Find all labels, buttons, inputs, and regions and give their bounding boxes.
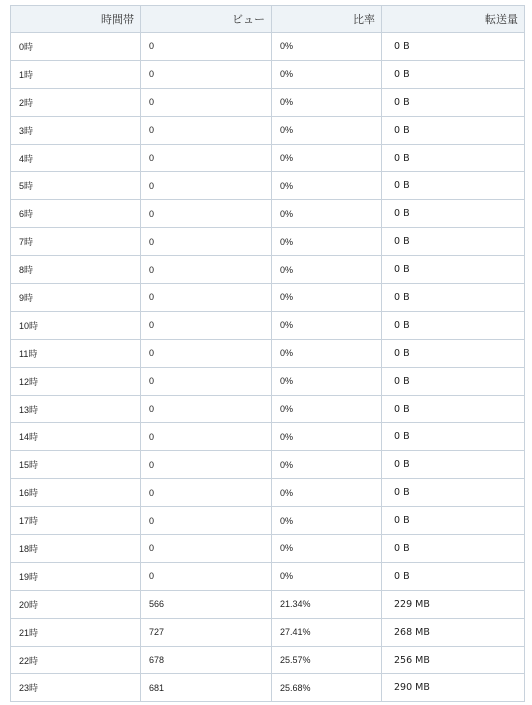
cell-views: 0 bbox=[141, 88, 272, 116]
table-row bbox=[11, 674, 525, 702]
cell-views: 727 bbox=[141, 618, 272, 646]
cell-hour: 5時 bbox=[11, 172, 141, 200]
cell-views: 0 bbox=[141, 116, 272, 144]
table-row bbox=[11, 507, 525, 535]
cell-transfer: 0 B bbox=[382, 423, 525, 451]
cell-transfer: 0 B bbox=[382, 284, 525, 312]
cell-transfer: 0 B bbox=[382, 88, 525, 116]
cell-views: 0 bbox=[141, 507, 272, 535]
cell-ratio: 0% bbox=[272, 507, 382, 535]
cell-ratio: 27.41% bbox=[272, 618, 382, 646]
cell-transfer: 0 B bbox=[382, 339, 525, 367]
header-row bbox=[11, 6, 525, 33]
cell-transfer: 0 B bbox=[382, 228, 525, 256]
cell-views: 0 bbox=[141, 60, 272, 88]
cell-transfer: 0 B bbox=[382, 60, 525, 88]
cell-transfer: 0 B bbox=[382, 311, 525, 339]
table-row bbox=[11, 228, 525, 256]
table-row bbox=[11, 590, 525, 618]
cell-ratio: 0% bbox=[272, 88, 382, 116]
cell-transfer: 0 B bbox=[382, 116, 525, 144]
table-row bbox=[11, 311, 525, 339]
cell-transfer: 0 B bbox=[382, 367, 525, 395]
cell-ratio: 0% bbox=[272, 116, 382, 144]
cell-views: 0 bbox=[141, 284, 272, 312]
cell-views: 0 bbox=[141, 311, 272, 339]
table-row bbox=[11, 395, 525, 423]
cell-ratio: 0% bbox=[272, 339, 382, 367]
cell-views: 566 bbox=[141, 590, 272, 618]
cell-hour: 7時 bbox=[11, 228, 141, 256]
header-transfer: 転送量 bbox=[382, 6, 525, 33]
cell-hour: 13時 bbox=[11, 395, 141, 423]
table-row bbox=[11, 423, 525, 451]
cell-transfer: 0 B bbox=[382, 144, 525, 172]
cell-ratio: 0% bbox=[272, 200, 382, 228]
cell-hour: 6時 bbox=[11, 200, 141, 228]
cell-ratio: 0% bbox=[272, 479, 382, 507]
cell-hour: 21時 bbox=[11, 618, 141, 646]
cell-transfer: 0 B bbox=[382, 256, 525, 284]
cell-hour: 12時 bbox=[11, 367, 141, 395]
table-row bbox=[11, 535, 525, 563]
cell-transfer: 0 B bbox=[382, 479, 525, 507]
table-row bbox=[11, 646, 525, 674]
table-row bbox=[11, 256, 525, 284]
cell-views: 0 bbox=[141, 535, 272, 563]
hourly-stats-table bbox=[10, 5, 525, 702]
cell-ratio: 0% bbox=[272, 451, 382, 479]
table-row bbox=[11, 562, 525, 590]
table-row bbox=[11, 116, 525, 144]
cell-hour: 20時 bbox=[11, 590, 141, 618]
cell-transfer: 290 MB bbox=[382, 674, 525, 702]
table-row bbox=[11, 339, 525, 367]
cell-ratio: 0% bbox=[272, 33, 382, 61]
cell-hour: 16時 bbox=[11, 479, 141, 507]
cell-ratio: 0% bbox=[272, 228, 382, 256]
table-row bbox=[11, 367, 525, 395]
cell-hour: 15時 bbox=[11, 451, 141, 479]
table-row bbox=[11, 144, 525, 172]
cell-transfer: 0 B bbox=[382, 562, 525, 590]
cell-views: 0 bbox=[141, 172, 272, 200]
cell-hour: 17時 bbox=[11, 507, 141, 535]
cell-hour: 10時 bbox=[11, 311, 141, 339]
cell-transfer: 0 B bbox=[382, 451, 525, 479]
table-row bbox=[11, 200, 525, 228]
cell-views: 681 bbox=[141, 674, 272, 702]
table-row bbox=[11, 88, 525, 116]
cell-hour: 9時 bbox=[11, 284, 141, 312]
cell-hour: 22時 bbox=[11, 646, 141, 674]
cell-hour: 14時 bbox=[11, 423, 141, 451]
cell-transfer: 0 B bbox=[382, 172, 525, 200]
cell-hour: 4時 bbox=[11, 144, 141, 172]
table-row bbox=[11, 33, 525, 61]
cell-views: 0 bbox=[141, 228, 272, 256]
cell-transfer: 268 MB bbox=[382, 618, 525, 646]
cell-ratio: 0% bbox=[272, 423, 382, 451]
cell-ratio: 0% bbox=[272, 562, 382, 590]
cell-ratio: 25.68% bbox=[272, 674, 382, 702]
cell-ratio: 0% bbox=[272, 395, 382, 423]
cell-transfer: 0 B bbox=[382, 33, 525, 61]
cell-ratio: 25.57% bbox=[272, 646, 382, 674]
cell-hour: 19時 bbox=[11, 562, 141, 590]
cell-views: 0 bbox=[141, 144, 272, 172]
cell-views: 0 bbox=[141, 339, 272, 367]
cell-ratio: 0% bbox=[272, 60, 382, 88]
cell-transfer: 229 MB bbox=[382, 590, 525, 618]
cell-views: 0 bbox=[141, 451, 272, 479]
cell-ratio: 0% bbox=[272, 256, 382, 284]
cell-hour: 11時 bbox=[11, 339, 141, 367]
cell-views: 678 bbox=[141, 646, 272, 674]
cell-transfer: 0 B bbox=[382, 200, 525, 228]
cell-hour: 2時 bbox=[11, 88, 141, 116]
cell-views: 0 bbox=[141, 395, 272, 423]
cell-hour: 18時 bbox=[11, 535, 141, 563]
cell-ratio: 0% bbox=[272, 535, 382, 563]
cell-views: 0 bbox=[141, 479, 272, 507]
cell-ratio: 0% bbox=[272, 284, 382, 312]
cell-views: 0 bbox=[141, 367, 272, 395]
cell-hour: 1時 bbox=[11, 60, 141, 88]
cell-views: 0 bbox=[141, 562, 272, 590]
header-ratio: 比率 bbox=[272, 6, 382, 33]
cell-hour: 0時 bbox=[11, 33, 141, 61]
cell-transfer: 256 MB bbox=[382, 646, 525, 674]
cell-views: 0 bbox=[141, 200, 272, 228]
cell-ratio: 0% bbox=[272, 172, 382, 200]
header-hour: 時間帯 bbox=[11, 6, 141, 33]
table-body bbox=[11, 33, 525, 702]
cell-hour: 8時 bbox=[11, 256, 141, 284]
table-row bbox=[11, 451, 525, 479]
table-row bbox=[11, 60, 525, 88]
cell-hour: 23時 bbox=[11, 674, 141, 702]
table-row bbox=[11, 172, 525, 200]
table-header bbox=[11, 6, 525, 33]
cell-ratio: 21.34% bbox=[272, 590, 382, 618]
cell-views: 0 bbox=[141, 256, 272, 284]
cell-transfer: 0 B bbox=[382, 395, 525, 423]
cell-transfer: 0 B bbox=[382, 507, 525, 535]
table-row bbox=[11, 479, 525, 507]
cell-ratio: 0% bbox=[272, 144, 382, 172]
cell-ratio: 0% bbox=[272, 367, 382, 395]
cell-views: 0 bbox=[141, 33, 272, 61]
table-row bbox=[11, 618, 525, 646]
table-row bbox=[11, 284, 525, 312]
cell-views: 0 bbox=[141, 423, 272, 451]
cell-hour: 3時 bbox=[11, 116, 141, 144]
cell-transfer: 0 B bbox=[382, 535, 525, 563]
cell-ratio: 0% bbox=[272, 311, 382, 339]
header-views: ビュー bbox=[141, 6, 272, 33]
